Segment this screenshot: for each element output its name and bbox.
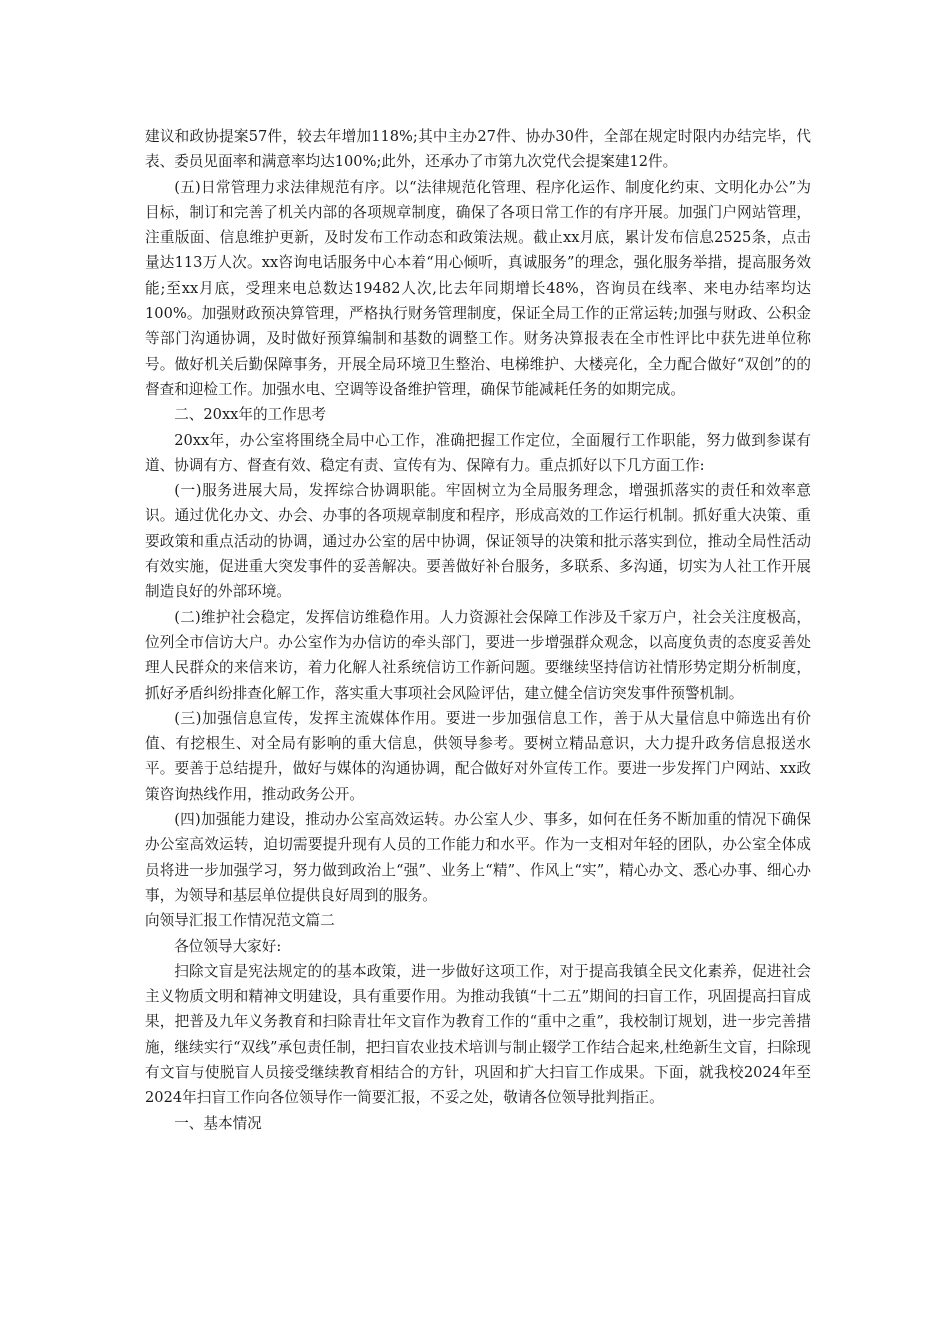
- paragraph-work-plan-intro: 20xx年，办公室将围绕全局中心工作，准确把握工作定位，全面履行工作职能，努力做到参谋有道、协调有方、督查有效、稳定有责、宣传有为、保障有力。重点抓好以下几方面工作:: [145, 431, 811, 474]
- document-body: [145, 124, 811, 1136]
- paragraph-coordination: (一)服务进展大局，发挥综合协调职能。牢固树立为全局服务理念，增强抓落实的责任和效率意识。通过优化办文、办会、办事的各项规章制度和程序，形成高效的工作运行机制。抓好重大决策、重要政策和重点活动的协调，通过办公室的居中协调，保证领导的决策和批示落实到位，推动全局性活动有效实施，促进重大突发事件的妥善解决。要善做好补台服务，多联系、多沟通，切实为人社工作开展制造良好的外部环境。: [145, 482, 811, 601]
- paragraph-literacy: 扫除文盲是宪法规定的的基本政策，进一步做好这项工作，对于提高我镇全民文化素养，促进社会主义物质文明和精神文明建设，具有重要作用。为推动我镇“十二五”期间的扫盲工作，巩固提高扫盲成果，把普及九年义务教育和扫除青壮年文盲作为教育工作的“重中之重”，我校制订规划，进一步完善措施，继续实行“双线”承包责任制，把扫盲农业技术培训与制止辍学工作结合起来,杜绝新生文盲，扫除现有文盲与使脱盲人员接受继续教育相结合的方针，巩固和扩大扫盲工作成果。下面，就我校2024年至2024年扫盲工作向各位领导作一简要汇报，不妥之处，敬请各位领导批判指正。: [145, 962, 811, 1107]
- section-heading-basic-situation: 一、基本情况: [174, 1114, 262, 1132]
- article-title-part-two: 向领导汇报工作情况范文篇二: [145, 912, 335, 930]
- greeting: 各位领导大家好:: [174, 937, 282, 955]
- section-heading-work-thoughts: 二、20xx年的工作思考: [174, 406, 326, 424]
- paragraph-information: (三)加强信息宣传，发挥主流媒体作用。要进一步加强信息工作，善于从大量信息中筛选出有价值、有挖根生、对全局有影响的重大信息，供领导参考。要树立精品意识，大力提升政务信息报送水平。要善于总结提升，做好与媒体的沟通协调，配合做好对外宣传工作。要进一步发挥门户网站、xx政策咨询热线作用，推动政务公开。: [145, 709, 811, 803]
- paragraph-stability: (二)维护社会稳定，发挥信访维稳作用。人力资源社会保障工作涉及千家万户，社会关注度极高，位列全市信访大户。办公室作为办信访的牵头部门，要进一步增强群众观念，以高度负责的态度妥善处理人民群众的来信来访，着力化解人社系统信访工作新问题。要继续坚持信访社情形势定期分析制度，抓好矛盾纠纷排查化解工作，落实重大事项社会风险评估，建立健全信访突发事件预警机制。: [145, 608, 811, 702]
- paragraph-capacity: (四)加强能力建设，推动办公室高效运转。办公室人少、事多，如何在任务不断加重的情况下确保办公室高效运转，迫切需要提升现有人员的工作能力和水平。作为一支相对年轻的团队，办公室全体成员将进一步加强学习，努力做到政治上“强”、业务上“精”、作风上“实”，精心办文、悉心办事、细心办事，为领导和基层单位提供良好周到的服务。: [145, 811, 811, 904]
- paragraph-daily-management: (五)日常管理力求法律规范有序。以“法律规范化管理、程序化运作、制度化约束、文明化办公”为目标，制订和完善了机关内部的各项规章制度，确保了各项日常工作的有序开展。加强门户网站管理，注重版面、信息维护更新，及时发布工作动态和政策法规。截止xx月底，累计发布信息2525条，点击量达113万人次。xx咨询电话服务中心本着“用心倾听，真诚服务”的理念，强化服务举措，提高服务效能;至xx月底，受理来电总数达19482人次,比去年同期增长48%，咨询员在线率、来电办结率均达100%。加强财政预决算管理，严格执行财务管理制度，保证全局工作的正常运转;加强与财政、公积金等部门沟通协调，及时做好预算编制和基数的调整工作。财务决算报表在全市性评比中获先进单位称号。做好机关后勤保障事务，开展全局环境卫生整治、电梯维护、大楼亮化，全力配合做好“双创”的的督查和迎检工作。加强水电、空调等设备维护管理，确保节能减耗任务的如期完成。: [145, 178, 811, 398]
- paragraph-proposals: 建议和政协提案57件，较去年增加118%;其中主办27件、协办30件，全部在规定时限内办结完毕，代表、委员见面率和满意率均达100%;此外，还承办了市第九次党代会提案建12件。: [145, 128, 811, 171]
